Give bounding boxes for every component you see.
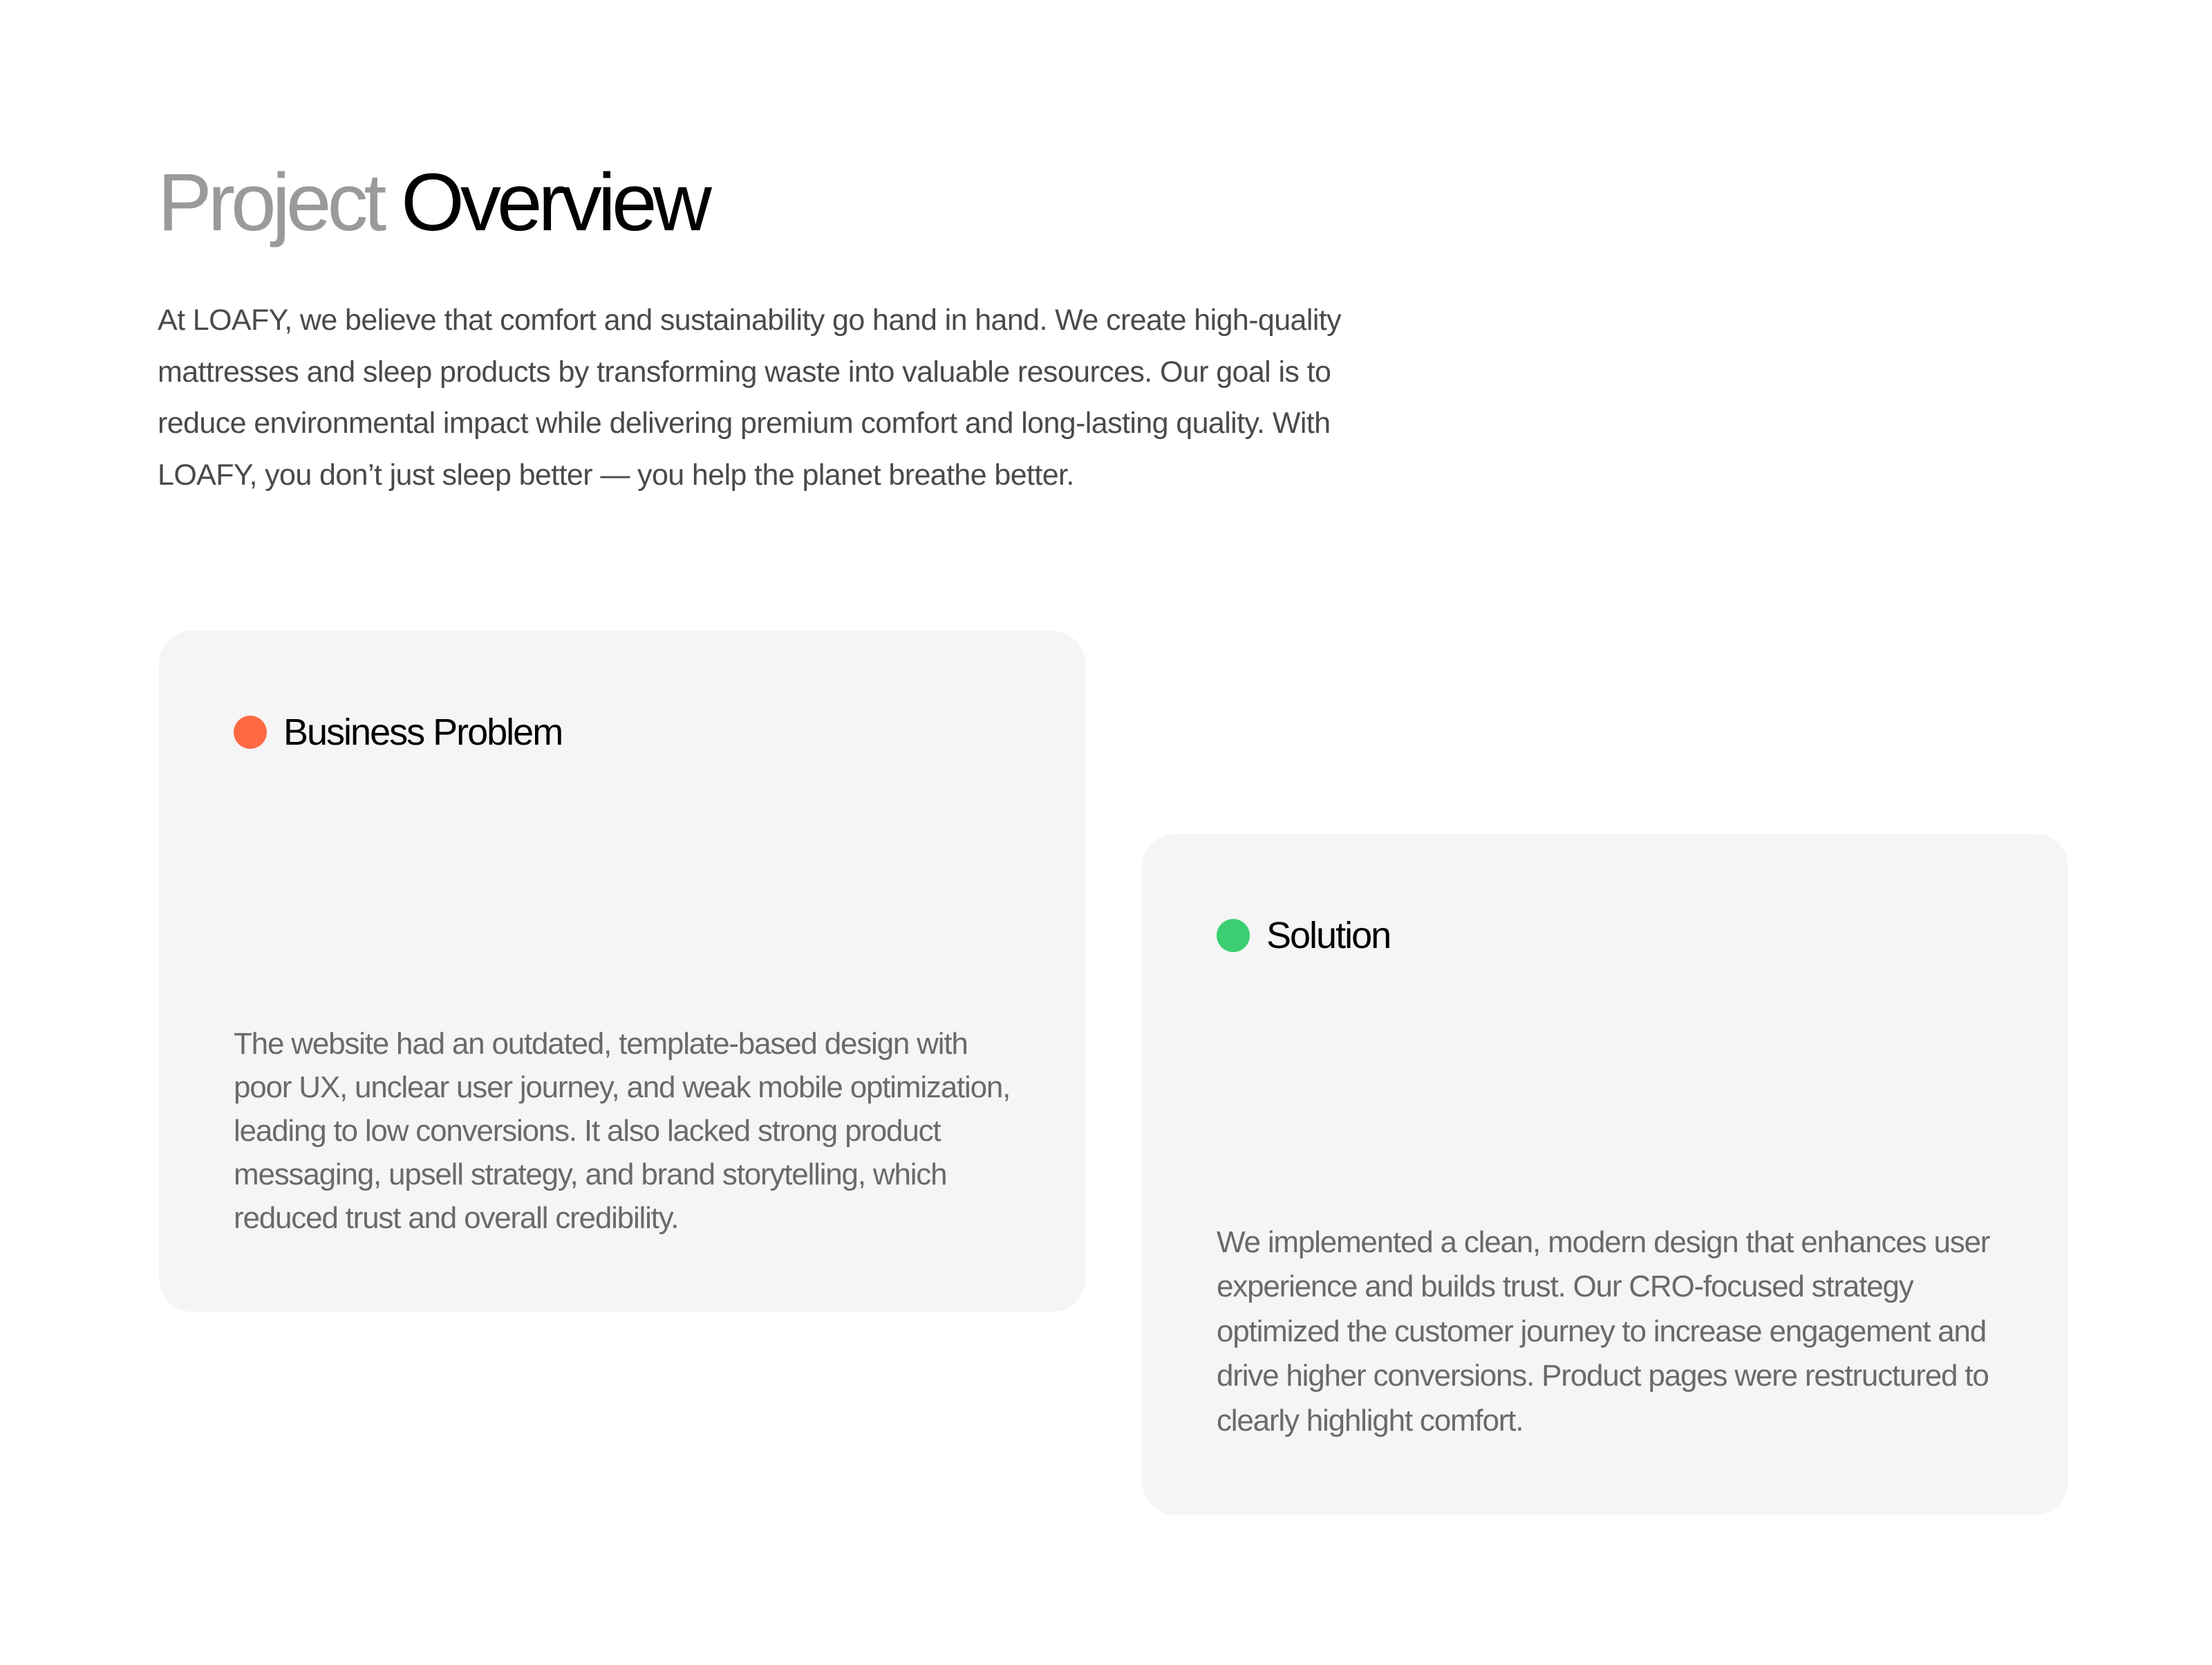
- green-status-dot-icon: [1217, 919, 1250, 952]
- solution-header: [1217, 911, 1390, 960]
- solution-title: Solution: [1266, 915, 1391, 956]
- solution-text: We implemented a clean, modern design that enhances user experience and builds trust. Our CRO-focused strategy optimized the customer journey to increase engagement and drive higher conversions. Product pages were restructured to clearly highlight comfort.: [1217, 1225, 1990, 1438]
- orange-status-dot-icon: [234, 716, 267, 749]
- solution-card: [1142, 834, 2068, 1515]
- page-title: [158, 151, 708, 254]
- business-problem-text: The website had an outdated, template-based design with poor UX, unclear user journey, and weak mobile optimization, leading to low conversions. It also lacked strong product messaging, upsell strategy, and brand storytelling, which reduced trust and overall credibility.: [234, 1027, 1011, 1235]
- page-title-muted: Project: [158, 157, 383, 248]
- business-problem-title: Business Problem: [283, 711, 563, 753]
- intro-paragraph: At LOAFY, we believe that comfort and sustainability go hand in hand. We create high-quality mattresses and sleep products by transforming waste into valuable resources. Our goal is to reduce environmental impact while delivering premium comfort and long-lasting quality. With LOAFY, you don’t just sleep better — you help the planet breathe better.: [158, 304, 1342, 492]
- page-title-strong: Overview: [401, 157, 708, 248]
- business-problem-header: [234, 708, 562, 756]
- business-problem-card: [159, 631, 1085, 1312]
